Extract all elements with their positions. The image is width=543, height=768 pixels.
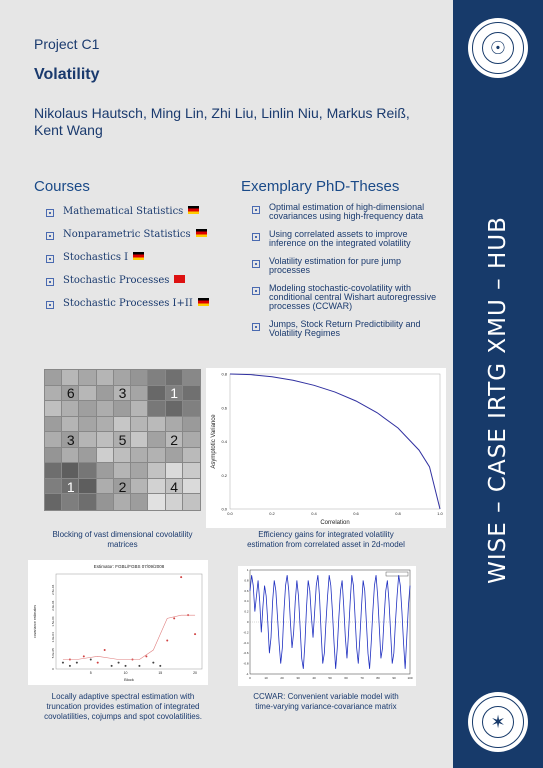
matrix-cell (62, 448, 80, 464)
data-point (90, 659, 92, 661)
x-tick-label: 1.0 (437, 511, 443, 516)
matrix-cell (183, 463, 201, 479)
matrix-cell (62, 463, 80, 479)
y-tick-label: 1.0e-04 (51, 632, 55, 643)
block-label: 4 (170, 478, 179, 495)
data-point (104, 649, 106, 651)
legend-box (386, 572, 408, 576)
matrix-cell (148, 494, 166, 510)
x-tick-label: 0.2 (269, 511, 275, 516)
y-tick-label: 0 (246, 620, 249, 624)
sidebar-title: WISE – CASE IRTG XMU – HUB (485, 216, 511, 584)
theses-list (252, 203, 437, 347)
matrix-cell (131, 448, 149, 464)
x-tick-label: 90 (392, 676, 396, 680)
matrix-cell (166, 417, 184, 433)
chart-background (206, 368, 446, 528)
matrix-cell (45, 494, 63, 510)
data-point (111, 665, 113, 667)
matrix-cell (79, 448, 97, 464)
theses-heading: Exemplary PhD-Theses (241, 178, 400, 195)
matrix-cell (79, 370, 97, 386)
matrix-cell (79, 463, 97, 479)
y-axis-label: Asymptotic Variance (211, 414, 217, 469)
y-tick-label: 0.8 (221, 371, 227, 377)
block-label: 2 (118, 478, 127, 495)
x-tick-label: 100 (407, 676, 413, 680)
matrix-cell (114, 417, 132, 433)
matrix-cell (79, 401, 97, 417)
x-tick-label: 20 (193, 671, 198, 675)
matrix-cell (45, 417, 63, 433)
list-item: Stochastic Processes I+II (46, 298, 226, 321)
list-item: Optimal estimation of high-dimensional covariances using high-frequency data (252, 203, 437, 221)
matrix-cell (62, 494, 80, 510)
list-item: Nonparametric Statistics (46, 229, 226, 252)
matrix-cell (114, 494, 132, 510)
chart-background (238, 566, 416, 686)
x-tick-label: 15 (158, 671, 163, 675)
matrix-cell (131, 370, 149, 386)
data-point (159, 665, 161, 667)
matrix-cell (79, 494, 97, 510)
matrix-cell (148, 417, 166, 433)
matrix-cell (97, 463, 115, 479)
y-axis-label: covariance estimates (33, 605, 37, 638)
spectral-caption: Locally adaptive spectral estimation with truncation provides estimation of integrated covolatilities, cojumps and spot covolatilities. (44, 692, 202, 721)
matrix-cell (114, 463, 132, 479)
blocking-matrix-figure (45, 370, 200, 510)
efficiency-chart (206, 368, 446, 528)
authors: Nikolaus Hautsch, Ming Lin, Zhi Liu, Linlin Niu, Markus Reiß, Kent Wang (34, 105, 410, 138)
x-tick-label: 60 (344, 676, 348, 680)
ccwar-chart (238, 566, 416, 686)
list-item: Volatility estimation for pure jump processes (252, 257, 437, 275)
data-point (194, 633, 196, 635)
list-item: Jumps, Stock Return Predictibility and Volatility Regimes (252, 320, 437, 338)
x-tick-label: 0.4 (311, 511, 317, 516)
germany-flag-icon (133, 252, 144, 260)
matrix-cell (97, 370, 115, 386)
y-tick-label: 2.0e-04 (51, 600, 55, 611)
matrix-cell (97, 448, 115, 464)
y-tick-label: 0.0 (221, 506, 227, 512)
matrix-cell (148, 463, 166, 479)
matrix-cell (148, 370, 166, 386)
data-point (152, 662, 154, 664)
y-tick-label: 0 (51, 668, 55, 670)
data-point (76, 662, 78, 664)
y-tick-label: 0.8 (244, 578, 249, 583)
matrix-cell (131, 417, 149, 433)
matrix-cell (45, 401, 63, 417)
block-label: 3 (66, 432, 75, 448)
x-tick-label: 0.6 (353, 511, 359, 516)
x-tick-label: 40 (312, 676, 316, 680)
list-item: Stochastic Processes (46, 275, 226, 298)
x-tick-label: 10 (123, 671, 128, 675)
matrix-cell (97, 401, 115, 417)
matrix-cell (148, 448, 166, 464)
y-tick-label: 0.6 (221, 405, 227, 411)
list-item: Modeling stochastic-covolatility with conditional central Wishart autoregressive processes (CCWAR) (252, 284, 437, 311)
matrix-cell (166, 401, 184, 417)
data-point (69, 665, 71, 667)
matrix-cell (45, 448, 63, 464)
y-tick-label: 0.2 (244, 609, 249, 614)
matrix-cell (62, 401, 80, 417)
matrix-cell (166, 463, 184, 479)
matrix-cell (62, 370, 80, 386)
y-tick-label: 5.0e-05 (51, 648, 55, 659)
data-point (166, 640, 168, 642)
ccwar-caption: CCWAR: Convenient variable model with time-varying variance-covariance matrix (253, 692, 399, 711)
y-tick-label: -0.6 (243, 651, 249, 656)
university-seal-icon: ☉ (468, 18, 528, 78)
matrix-cell (45, 463, 63, 479)
x-tick-label: 5 (89, 671, 92, 675)
china-flag-icon (174, 275, 185, 283)
germany-flag-icon (188, 206, 199, 214)
spectral-chart (28, 560, 208, 685)
matrix-cell (97, 417, 115, 433)
matrix-cell (183, 370, 201, 386)
matrix-cell (114, 448, 132, 464)
courses-heading: Courses (34, 178, 90, 195)
y-tick-label: 1 (246, 568, 249, 572)
x-tick-label: 20 (280, 676, 284, 680)
matrix-cell (114, 370, 132, 386)
y-tick-label: 2.5e-04 (51, 584, 55, 595)
matrix-cell (166, 448, 184, 464)
x-tick-label: 10 (264, 676, 268, 680)
x-axis-label: Block (124, 677, 134, 682)
block-label: 1 (170, 385, 179, 402)
data-point (83, 655, 85, 657)
y-tick-label: -0.8 (243, 661, 249, 666)
matrix-cell (183, 401, 201, 417)
matrix-cell (97, 494, 115, 510)
germany-flag-icon (196, 229, 207, 237)
matrix-cell (183, 494, 201, 510)
x-tick-label: 0.0 (227, 511, 233, 516)
efficiency-caption: Efficiency gains for integrated volatility estimation from correlated asset in 2d-model (247, 530, 405, 549)
block-label: 3 (118, 385, 127, 402)
list-item: Using correlated assets to improve inference on the integrated volatility (252, 230, 437, 248)
x-tick-label: 0.8 (395, 511, 401, 516)
matrix-cell (131, 401, 149, 417)
data-point (125, 665, 127, 667)
matrix-cell (114, 401, 132, 417)
data-point (145, 655, 147, 657)
block-label: 2 (170, 432, 179, 448)
matrix-cell (45, 370, 63, 386)
matrix-cell (166, 494, 184, 510)
blocking-caption: Blocking of vast dimensional covolatility matrices (52, 530, 193, 549)
list-item: Mathematical Statistics (46, 206, 226, 229)
y-tick-label: 0.6 (244, 588, 249, 593)
x-tick-label: 50 (328, 676, 332, 680)
block-label: 1 (66, 478, 75, 495)
matrix-cell (183, 417, 201, 433)
y-tick-label: 0.2 (221, 472, 227, 478)
data-point (118, 662, 120, 664)
matrix-cell (166, 370, 184, 386)
x-tick-label: 80 (376, 676, 380, 680)
y-tick-label: 0.4 (221, 439, 227, 444)
block-label: 5 (118, 432, 127, 448)
chart-title: Estimator: FGBL/FGBS 07/09/2008 (93, 564, 165, 569)
chart-background (28, 560, 208, 685)
x-axis-label: Correlation (320, 520, 350, 526)
data-point (97, 662, 99, 664)
page-title: Volatility (34, 66, 100, 83)
germany-flag-icon (198, 298, 209, 306)
university-seal-icon: ✶ (468, 692, 528, 752)
matrix-cell (131, 463, 149, 479)
data-point (62, 662, 64, 664)
y-tick-label: -0.2 (243, 630, 249, 635)
data-point (173, 617, 175, 619)
project-label: Project C1 (34, 36, 100, 52)
y-tick-label: 0.4 (244, 599, 249, 604)
matrix-cell (148, 401, 166, 417)
data-point (138, 665, 140, 667)
matrix-cell (62, 417, 80, 433)
matrix-cell (79, 417, 97, 433)
courses-list (46, 206, 226, 321)
matrix-cell (183, 448, 201, 464)
x-tick-label: 30 (296, 676, 300, 680)
y-tick-label: 1.5e-04 (51, 616, 55, 627)
y-tick-label: -0.4 (243, 640, 249, 645)
data-point (180, 576, 182, 578)
block-label: 6 (66, 385, 75, 402)
x-tick-label: 0 (249, 676, 251, 680)
x-tick-label: 70 (360, 676, 364, 680)
matrix-cell (131, 494, 149, 510)
y-tick-label: -1 (245, 672, 249, 676)
list-item: Stochastics I (46, 252, 226, 275)
